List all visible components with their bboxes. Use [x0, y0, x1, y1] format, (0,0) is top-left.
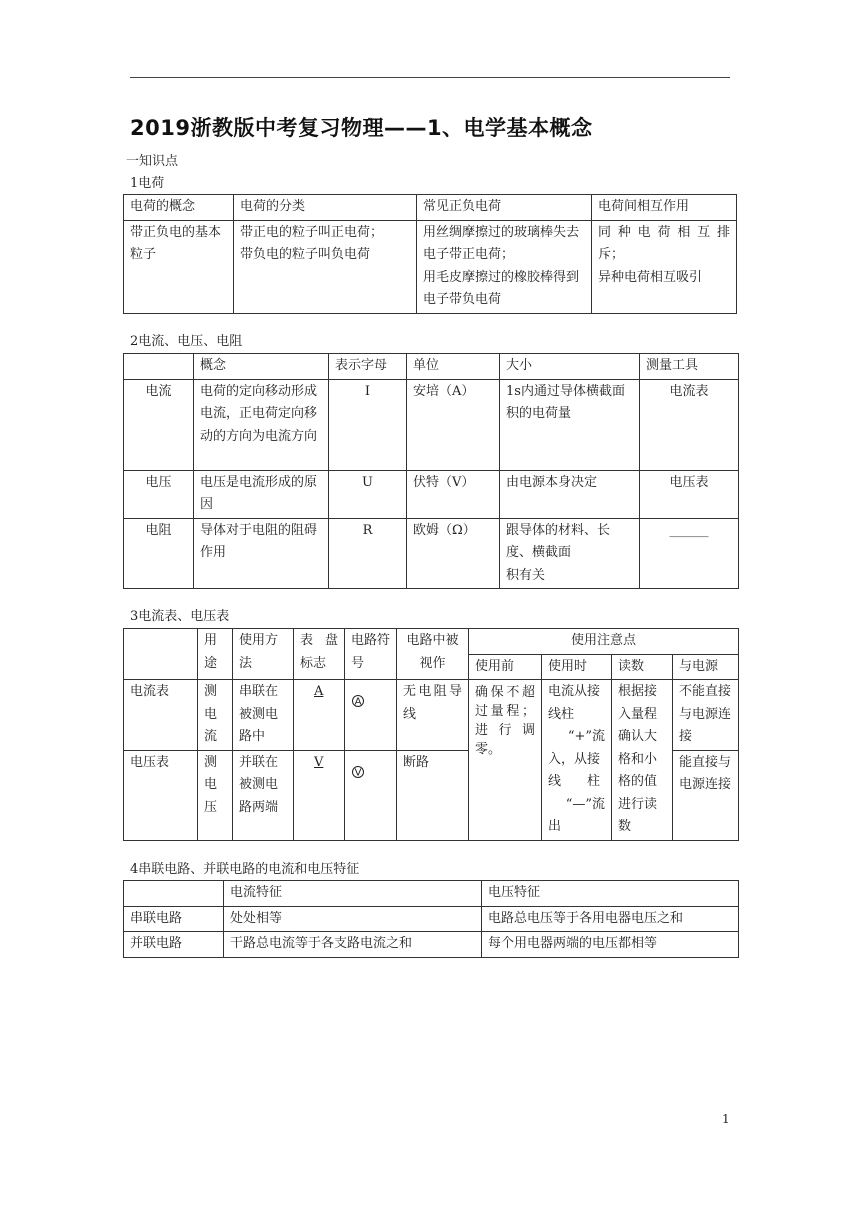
reading-cell: 根据接入量程确认大格和小格的值进行读数	[612, 680, 673, 841]
tool-cell: 电流表	[640, 379, 739, 470]
size-cell	[500, 518, 640, 589]
header-cell: 使用方法	[233, 629, 294, 680]
meter-table	[123, 628, 739, 841]
size-line: 跟导体的材料、长度、横截面	[506, 522, 611, 560]
current-cell: 干路总电流等于各支路电流之和	[224, 932, 482, 958]
header-cell: 电压特征	[482, 881, 739, 907]
interaction-line: 异种电荷相互吸引	[598, 269, 703, 285]
during-use-line: 出	[548, 819, 562, 834]
mark-cell	[294, 680, 345, 751]
header-cell	[124, 354, 194, 380]
symbol-cell	[345, 750, 397, 840]
dial-mark: A	[314, 684, 324, 699]
unit-cell: 伏特（V）	[407, 470, 500, 518]
header-cell: 概念	[194, 354, 329, 380]
before-use-text: 确保不超过量程；进行调零。	[475, 685, 535, 757]
s1-heading: 1电荷	[130, 176, 165, 191]
s4-heading: 4串联电路、并联电路的电流和电压特征	[130, 862, 360, 877]
header-cell: 用途	[198, 629, 233, 680]
row-name: 电压表	[124, 750, 198, 840]
common-line: 用毛皮摩擦过的橡胶棒得到电子带负电荷	[423, 269, 580, 307]
mark-cell	[294, 750, 345, 840]
header-cell: 电路符号	[345, 629, 397, 680]
method-cell: 串联在被测电路中	[233, 680, 294, 751]
header-cell: 电路中被视作	[397, 629, 469, 680]
size-cell: 由电源本身决定	[500, 470, 640, 518]
charge-concept-cell: 带正负电的基本粒子	[124, 220, 234, 313]
unit-cell: 欧姆（Ω）	[407, 518, 500, 589]
unit-cell: 安培（A）	[407, 379, 500, 470]
header-cell: 单位	[407, 354, 500, 380]
symbol-cell	[345, 680, 397, 751]
concept-cell: 导体对于电阻的阻碍作用	[194, 518, 329, 589]
table-row	[124, 470, 739, 518]
classify-line: 带负电的粒子叫负电荷	[240, 247, 371, 262]
s3-heading: 3电流表、电压表	[130, 609, 230, 624]
row-name: 电流	[124, 379, 194, 470]
voltmeter-symbol-icon	[351, 765, 365, 779]
page-title: 2019浙教版中考复习物理——1、电学基本概念	[130, 116, 593, 140]
voltage-cell: 每个用电器两端的电压都相等	[482, 932, 739, 958]
s2-heading: 2电流、电压、电阻	[130, 334, 243, 349]
row-name: 电流表	[124, 680, 198, 751]
common-line: 用丝绸摩擦过的玻璃棒失去电子带正电荷；	[423, 224, 580, 262]
ammeter-symbol-label: A	[354, 696, 362, 708]
voltage-cell: 电路总电压等于各用电器电压之和	[482, 906, 739, 932]
header-cell: 电荷间相互作用	[592, 195, 737, 221]
letter-cell: U	[329, 470, 407, 518]
row-name: 电压	[124, 470, 194, 518]
table-row	[124, 518, 739, 589]
sub-header-cell: 读数	[612, 654, 673, 680]
ammeter-symbol-icon	[351, 694, 365, 708]
header-cell: 测量工具	[640, 354, 739, 380]
use-cell: 测电压	[198, 750, 233, 840]
classify-line: 带正电的粒子叫正电荷；	[240, 224, 384, 240]
seen-as-cell: 无电阻导线	[397, 680, 469, 751]
sub-header-cell: 使用时	[542, 654, 612, 680]
during-use-line: 入，从接	[548, 751, 601, 767]
header-cell: 电荷的概念	[124, 195, 234, 221]
row-name: 电阻	[124, 518, 194, 589]
header-cell: 表示字母	[329, 354, 407, 380]
charge-table	[123, 194, 737, 314]
interaction-line: 斥；	[598, 247, 625, 262]
current-voltage-resistance-table	[123, 353, 739, 589]
row-name: 串联电路	[124, 906, 224, 932]
concept-cell: 电压是电流形成的原因	[194, 470, 329, 518]
power-cell: 不能直接与电源连接	[673, 680, 739, 751]
during-use-cell	[542, 680, 612, 841]
table-row	[124, 379, 739, 470]
header-cell: 电流特征	[224, 881, 482, 907]
size-cell: 1s内通过导体横截面积的电荷量	[500, 379, 640, 470]
during-use-line: 电流从接线柱	[548, 684, 601, 722]
section-label: 一知识点	[126, 154, 179, 169]
during-use-line: “+”流	[567, 729, 605, 744]
charge-classify-cell	[234, 220, 417, 313]
table-row	[124, 932, 739, 958]
table-row	[124, 906, 739, 932]
header-cell: 表盘标志	[294, 629, 345, 680]
header-cell: 大小	[500, 354, 640, 380]
charge-common-cell	[417, 220, 592, 313]
concept-cell: 电荷的定向移动形成电流，正电荷定向移动的方向为电流方向	[194, 379, 329, 470]
size-line: 积有关	[506, 567, 546, 583]
charge-interaction-cell	[592, 220, 737, 313]
sub-header-cell: 使用前	[469, 654, 542, 680]
sub-header-cell: 与电源	[673, 654, 739, 680]
tool-cell: 电压表	[640, 470, 739, 518]
during-use-line: “—”流	[565, 796, 605, 812]
header-rule	[130, 77, 730, 78]
interaction-line: 同种电荷相互排	[598, 224, 730, 240]
method-cell: 并联在被测电路两端	[233, 750, 294, 840]
empty-header-cell	[124, 629, 198, 680]
power-cell: 能直接与电源连接	[673, 750, 739, 840]
notes-header: 使用注意点	[469, 629, 739, 655]
letter-cell: R	[329, 518, 407, 589]
voltmeter-symbol-label: V	[354, 767, 362, 779]
letter-cell: I	[329, 379, 407, 470]
seen-as-cell: 断路	[397, 750, 469, 840]
header-cell	[124, 881, 224, 907]
header-cell: 电荷的分类	[234, 195, 417, 221]
tool-cell: ______	[640, 518, 739, 589]
series-parallel-table	[123, 880, 739, 958]
dial-mark: V	[314, 754, 324, 770]
header-cell: 常见正负电荷	[417, 195, 592, 221]
current-cell: 处处相等	[224, 906, 482, 932]
table-row	[124, 680, 739, 751]
row-name: 并联电路	[124, 932, 224, 958]
during-use-line: 线 柱	[548, 774, 601, 789]
page-number: 1	[722, 1112, 730, 1126]
before-use-cell	[469, 680, 542, 841]
use-cell: 测电流	[198, 680, 233, 751]
